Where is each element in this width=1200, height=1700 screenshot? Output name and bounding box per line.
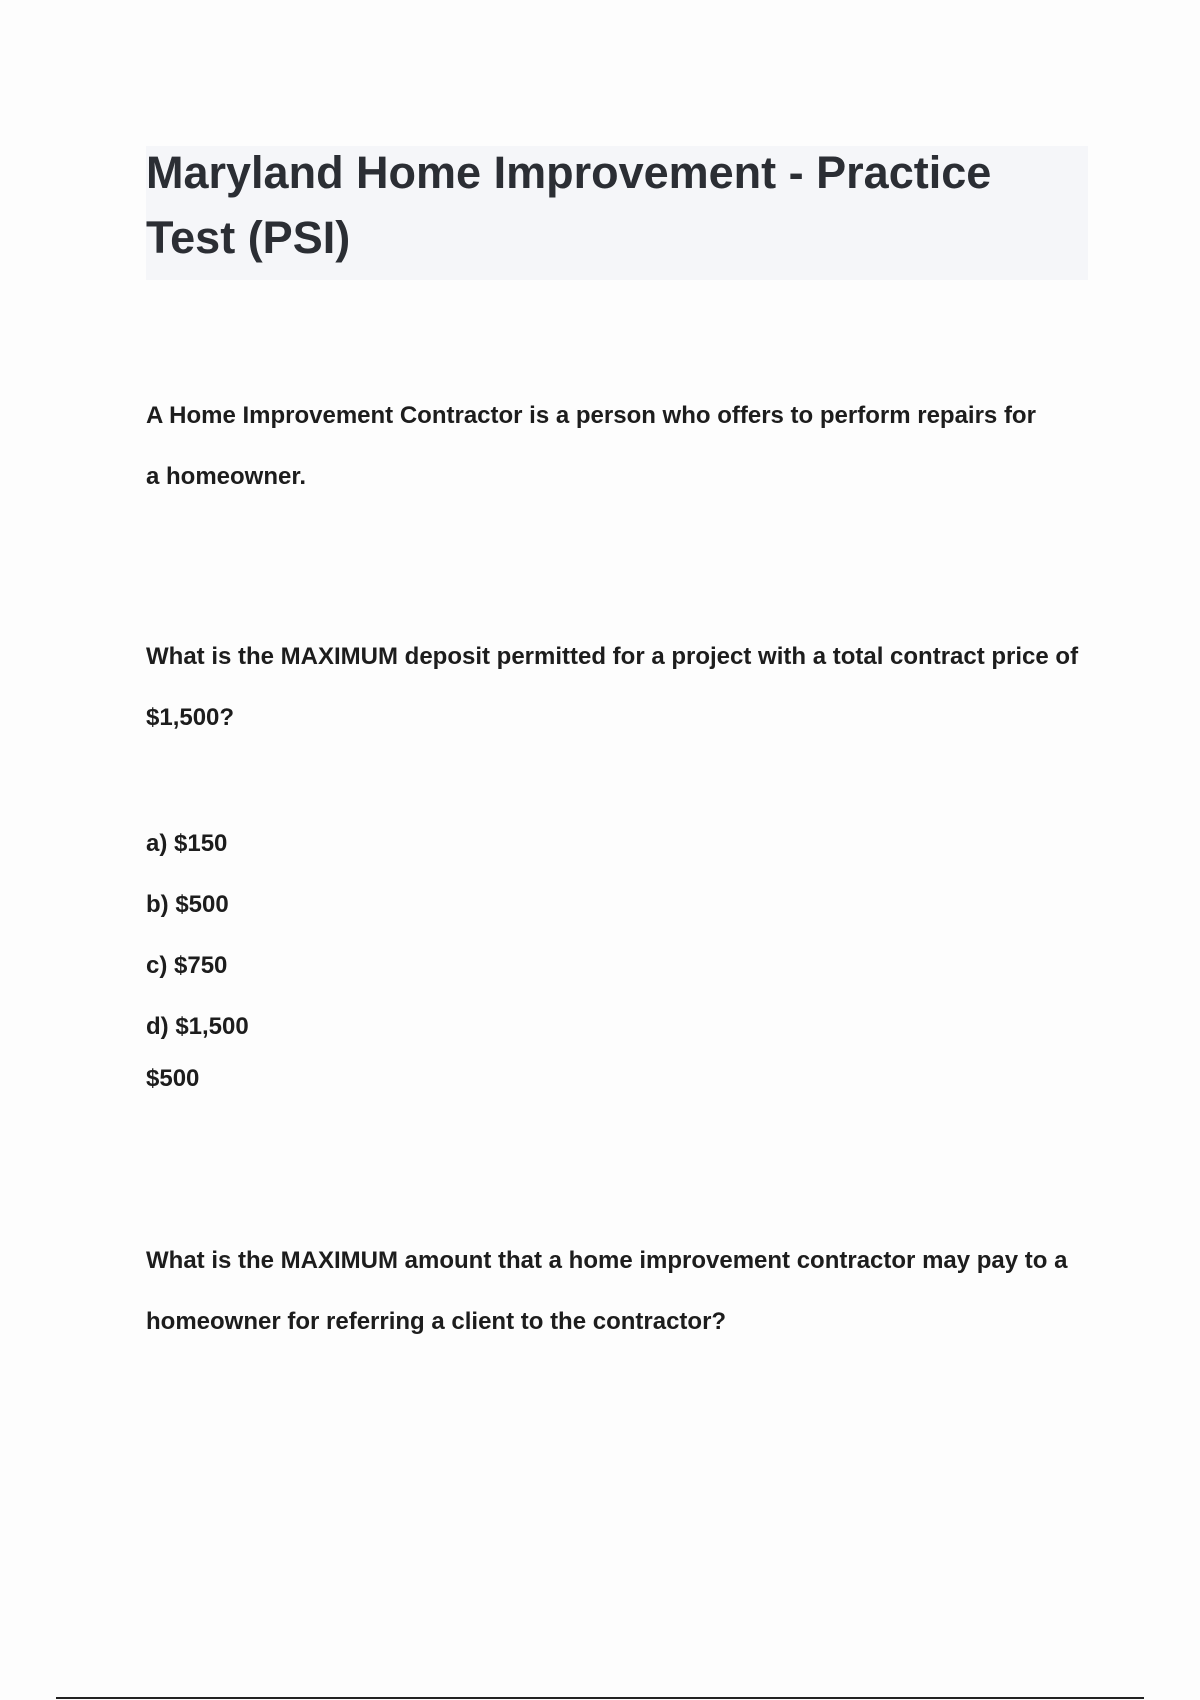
question-2-text: What is the MAXIMUM amount that a home improvement contractor may pay to a homeowner for referring a client to the contractor? [146,1247,1068,1335]
option-c: c) $750 [146,952,228,979]
option-a: a) $150 [146,830,228,857]
bottom-divider [56,1697,1144,1699]
page-title: Maryland Home Improvement - Practice Test (PSI) [146,147,992,263]
option-b: b) $500 [146,891,229,918]
option-d: d) $1,500 [146,1013,249,1040]
question-1-options [146,813,249,1057]
question-1-text: What is the MAXIMUM deposit permitted for a project with a total contract price of $1,500? [146,643,1079,731]
question-1-answer: $500 [146,1065,200,1092]
statement-text: A Home Improvement Contractor is a person who offers to perform repairs for a homeowner. [146,402,1036,490]
